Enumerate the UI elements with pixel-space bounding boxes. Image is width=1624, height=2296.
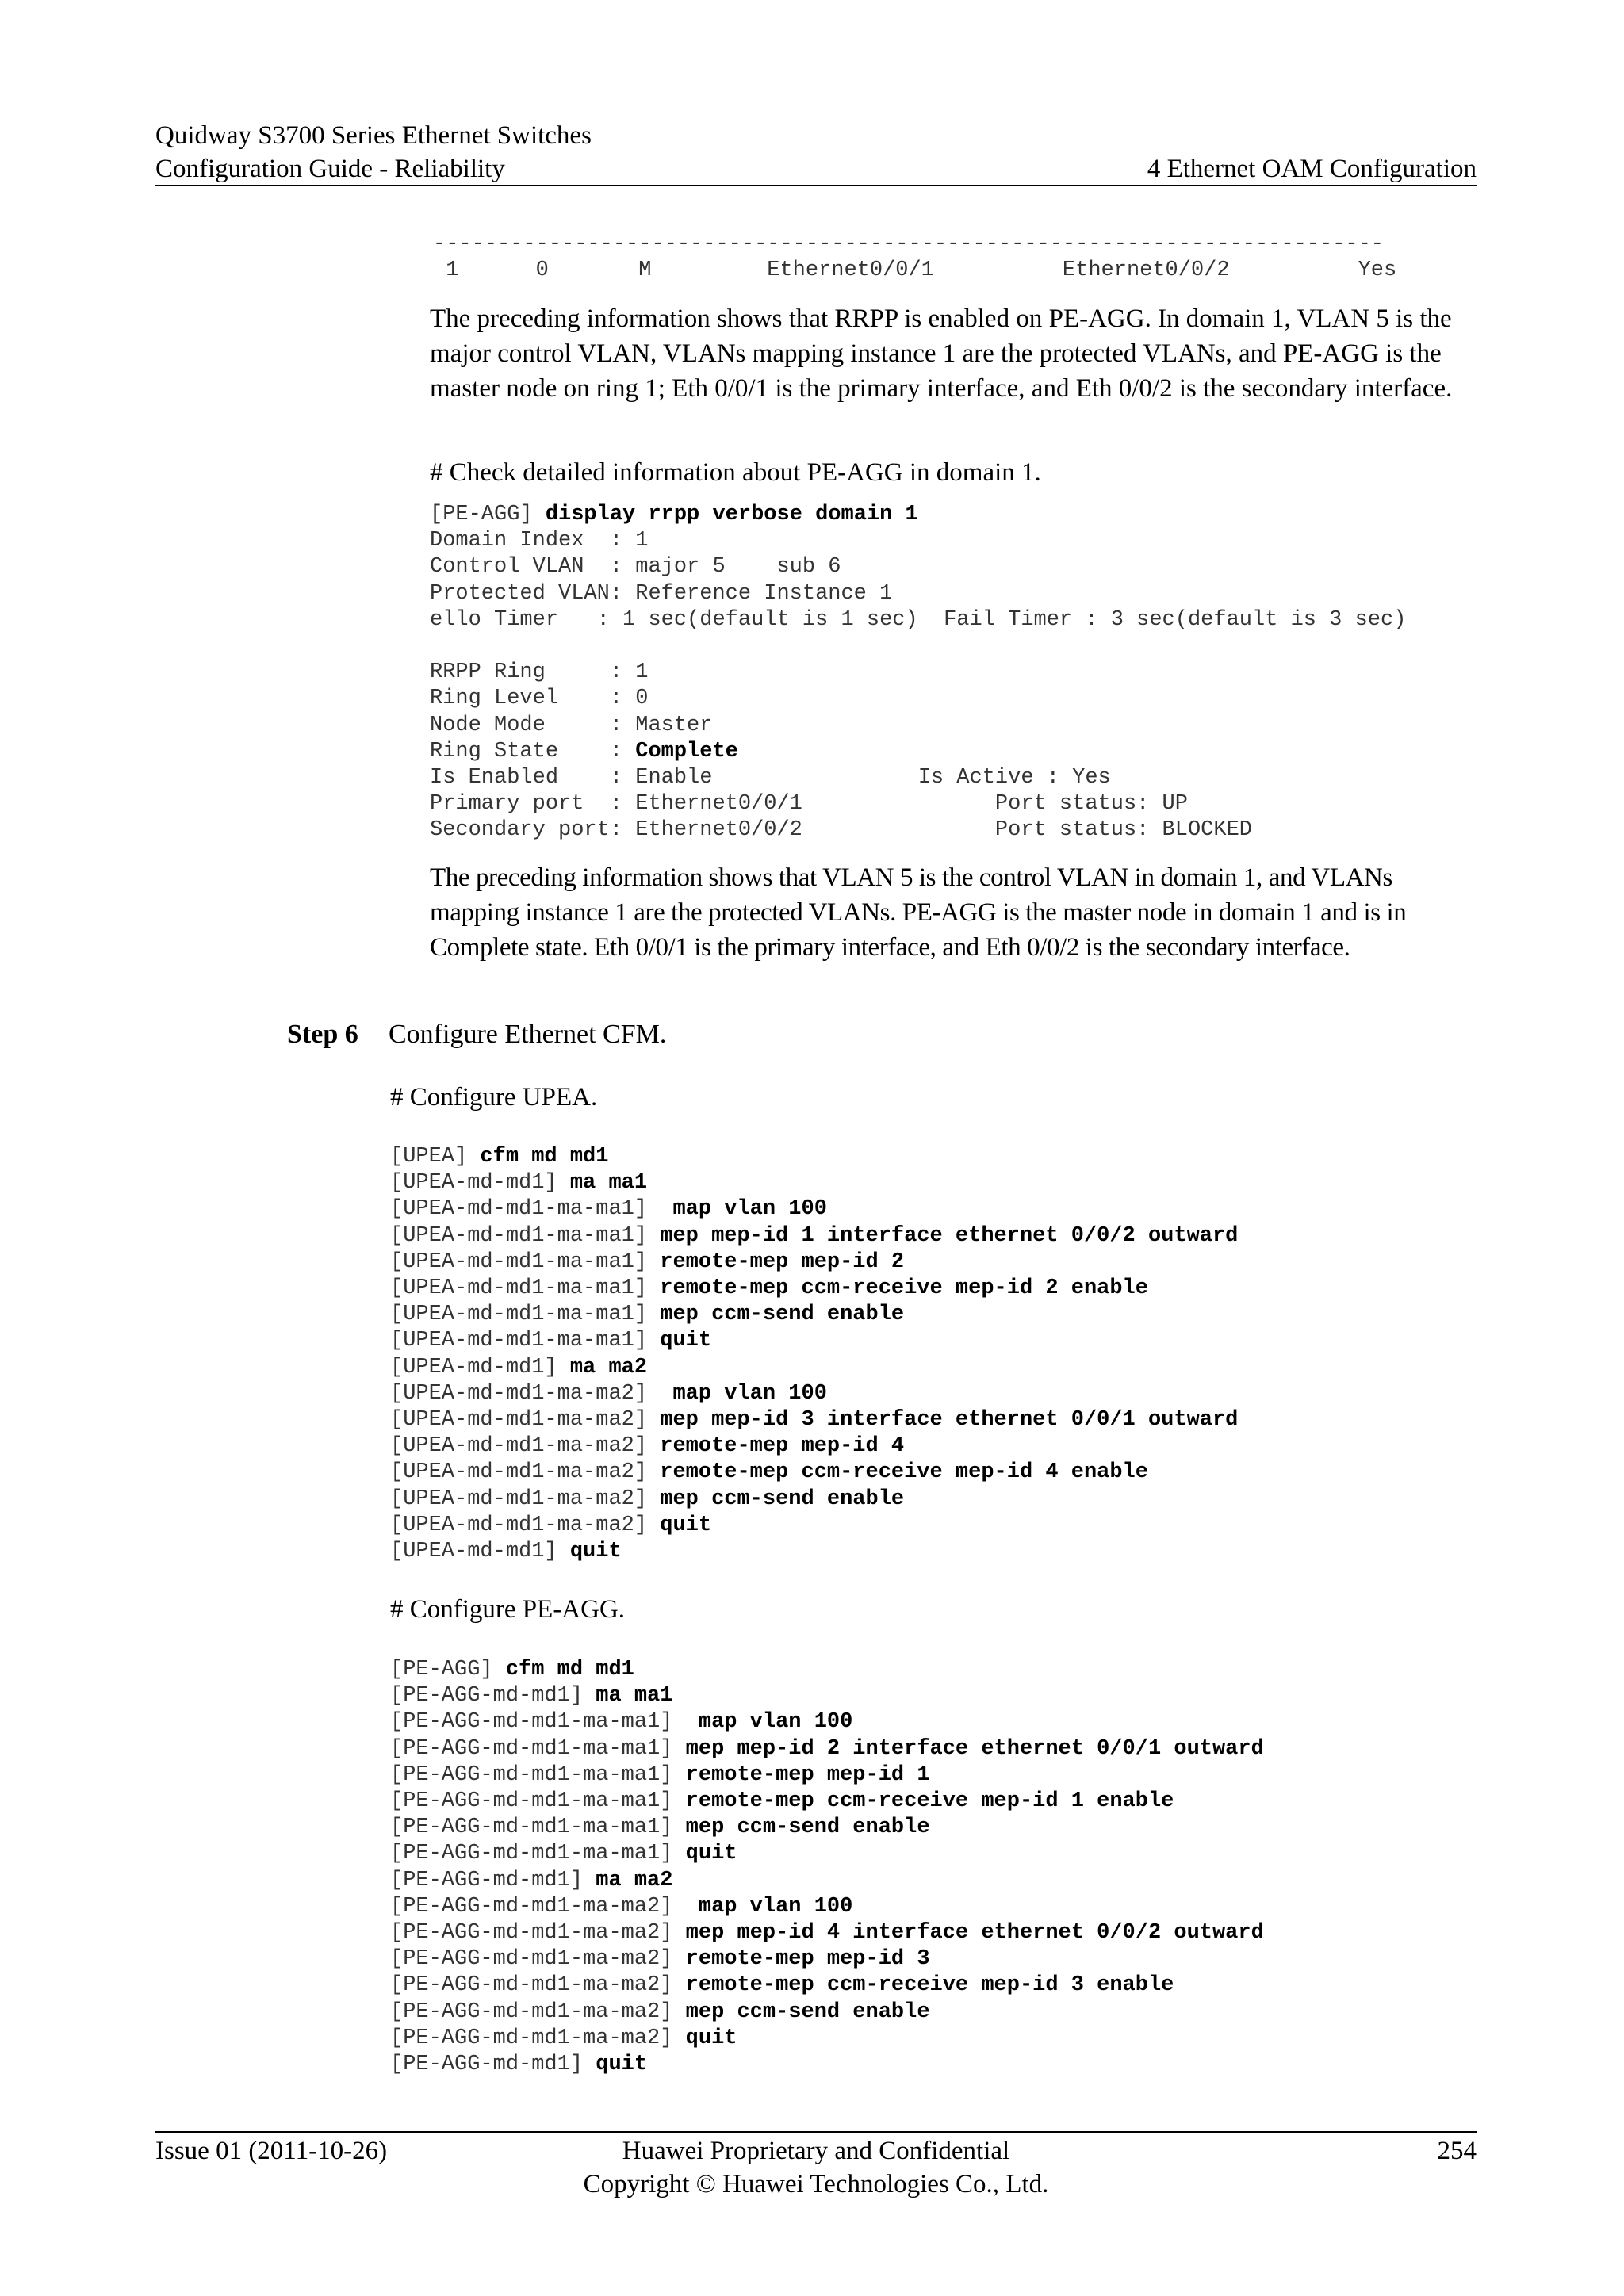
command-prompt: [PE-AGG-md-md1-ma-ma2] [390,1947,686,1972]
command-text: map vlan 100 [672,1381,827,1406]
explanation-paragraph-1: The preceding information shows that RRPP is enabled on PE-AGG. In domain 1, VLAN 5 is the major control VLAN, VLANs mapping instance 1 are the protected VLANs, and PE-AGG is the master node on ring 1; Eth 0/0/1 is the primary interface, and Eth 0/0/2 is the secondary interface. [430,304,1453,403]
confidential-notice: Huawei Proprietary and Confidential [622,2137,1010,2165]
command-prompt: [UPEA-md-md1-ma-ma2] [390,1408,661,1433]
command-prompt: [PE-AGG-md-md1-ma-ma1] [390,1762,686,1787]
command-text: mep ccm-send enable [685,1816,930,1840]
command-text: mep mep-id 3 interface ethernet 0/0/1 outward [660,1408,1239,1433]
header-product-title: Quidway S3700 Series Ethernet Switches [155,121,592,150]
table-row: 1 0 M Ethernet0/0/1 Ethernet0/0/2 Yes [433,258,1397,283]
command-line [390,1407,1238,1433]
command-line [390,2052,1264,2078]
command-text: mep mep-id 4 interface ethernet 0/0/2 outward [685,1921,1264,1946]
command-prompt: [UPEA-md-md1-ma-ma1] [390,1329,661,1353]
command-line [390,1946,1264,1973]
command-line [390,1815,1264,1841]
command-text: ma ma1 [569,1171,648,1196]
command-line [390,1249,1238,1276]
command-prompt: [PE-AGG-md-md1] [390,1684,596,1709]
command-prompt: [PE-AGG-md-md1-ma-ma2] [390,2026,686,2050]
command-line [390,1657,1264,1683]
command-prompt: [PE-AGG-md-md1-ma-ma1] [390,1816,686,1840]
rrpp-verbose-output: [PE-AGG] display rrpp verbose domain 1 Domain Index : 1 Control VLAN : major 5 sub 6 Protected VLAN: Reference Instance 1 ello Timer : 1 sec(default is 1 sec) Fail Timer : 3 sec(default is 3 sec) RRPP Ring : 1 Ring Level : 0 Node Mode : Master Ring State : Complete Is Enabled : Enable Is Active : Yes Primary port : Ethernet0/0/1 Port status: UP Secondary port: Ethernet0/0/2 Port status: BLOCKED [430,503,1407,843]
command-text: mep ccm-send enable [660,1487,905,1511]
command-line [390,1276,1238,1302]
command-line [390,1868,1264,1894]
command-prompt: [PE-AGG] [390,1658,506,1682]
command-prompt: [UPEA-md-md1-ma-ma1] [390,1197,673,1222]
header-chapter-title: 4 Ethernet OAM Configuration [1147,155,1477,183]
command-line [390,1381,1238,1407]
command-line [390,1170,1238,1196]
command-text: ma ma2 [569,1355,648,1380]
command-line [390,1736,1264,1762]
command-text: mep mep-id 2 interface ethernet 0/0/1 outward [685,1736,1264,1761]
command-prompt: [UPEA-md-md1-ma-ma1] [390,1249,661,1274]
command-prompt: [PE-AGG-md-md1] [390,2053,596,2077]
step-text: Configure Ethernet CFM. [389,1020,667,1049]
command-text: map vlan 100 [698,1894,853,1919]
command-prompt: [UPEA-md-md1] [390,1540,570,1564]
command-line [390,1302,1238,1328]
command-prompt: [PE-AGG-md-md1-ma-ma2] [390,1921,686,1946]
command-text: remote-mep ccm-receive mep-id 1 enable [685,1789,1174,1814]
command-prompt: [PE-AGG-md-md1-ma-ma1] [390,1736,686,1761]
peagg-heading: # Configure PE-AGG. [390,1595,626,1624]
command-line [390,1920,1264,1946]
command-line [390,1999,1264,2026]
ring-state-value: Complete [635,739,738,763]
command-text: mep ccm-send enable [660,1303,905,1327]
command-text: quit [596,2053,648,2077]
command-prompt: [PE-AGG-md-md1-ma-ma1] [390,1842,686,1866]
command-prompt: [UPEA-md-md1] [390,1355,570,1380]
upea-heading: # Configure UPEA. [390,1083,598,1112]
command-line [390,1789,1264,1815]
command-line [390,1973,1264,1999]
command-line [390,1433,1238,1460]
page-number: 254 [1437,2137,1477,2165]
command-text: ma ma2 [596,1868,673,1892]
command-text: remote-mep mep-id 2 [660,1249,905,1274]
command-text: quit [660,1513,712,1537]
command-text: cfm md md1 [505,1658,634,1682]
command-text: remote-mep ccm-receive mep-id 4 enable [660,1460,1148,1485]
command-prompt: [UPEA-md-md1-ma-ma2] [390,1513,661,1537]
command-line [390,1539,1238,1565]
command-text: quit [685,2026,737,2050]
command-text: map vlan 100 [672,1197,827,1222]
explanation-paragraph-2: The preceding information shows that VLAN 5 is the control VLAN in domain 1, and VLANs mapping instance 1 are the protected VLANs. PE-AGG is the master node in domain 1 and is in Complete state. Eth 0/0/1 is the primary interface, and Eth 0/0/2 is the secondary interface. [430,863,1407,962]
copyright-notice: Copyright © Huawei Technologies Co., Ltd. [583,2170,1049,2198]
command-text: remote-mep ccm-receive mep-id 3 enable [685,1973,1174,1998]
command-line [390,1355,1238,1381]
command-text: remote-mep ccm-receive mep-id 2 enable [660,1276,1148,1301]
command-line [390,1709,1264,1735]
command-line [390,2026,1264,2052]
command-line [390,1513,1238,1539]
header-guide-title: Configuration Guide - Reliability [155,155,505,183]
command-text: remote-mep mep-id 3 [685,1947,930,1972]
page-header [155,119,1477,186]
command-line [390,1223,1238,1249]
command-prompt: [UPEA-md-md1-ma-ma2] [390,1487,661,1511]
footer-divider [155,2131,1477,2133]
command-text: map vlan 100 [698,1710,853,1735]
header-divider [155,185,1477,186]
command-line [390,1894,1264,1920]
command-text: ma ma1 [596,1684,673,1709]
command-line [390,1762,1264,1789]
command-prompt: [UPEA-md-md1-ma-ma1] [390,1223,661,1248]
command-text: quit [569,1540,622,1564]
command-text: quit [685,1842,737,1866]
command-prompt: [UPEA-md-md1-ma-ma2] [390,1381,673,1406]
command-text: remote-mep mep-id 1 [685,1762,930,1787]
command-text: mep ccm-send enable [685,1999,930,2024]
command-line [390,1487,1238,1513]
command-prompt: [PE-AGG-md-md1-ma-ma2] [390,1894,699,1919]
rrpp-brief-table [433,232,1396,284]
ring-state-line: Ring State : Complete [430,739,738,763]
command-prompt: [UPEA-md-md1-ma-ma2] [390,1460,661,1485]
command-prompt: [PE-AGG-md-md1] [390,1868,596,1892]
command-prompt: [UPEA-md-md1-ma-ma2] [390,1434,661,1459]
command-text: mep mep-id 1 interface ethernet 0/0/2 outward [660,1223,1239,1248]
upea-config-block [390,1144,1238,1565]
command-prompt: [UPEA-md-md1] [390,1171,570,1196]
command-line: [PE-AGG] display rrpp verbose domain 1 [430,503,918,526]
command-line [390,1683,1264,1709]
command-line [390,1328,1238,1354]
command-prompt: [UPEA] [390,1145,481,1169]
command-text: quit [660,1329,712,1353]
command-line [390,1144,1238,1170]
command-prompt: [PE-AGG-md-md1-ma-ma2] [390,1999,686,2024]
command-line [390,1196,1238,1223]
issue-date: Issue 01 (2011-10-26) [155,2137,388,2165]
command-text: cfm md md1 [480,1145,609,1169]
command-prompt: [UPEA-md-md1-ma-ma1] [390,1303,661,1327]
command-line [390,1841,1264,1867]
command-text: remote-mep mep-id 4 [660,1434,905,1459]
command-prompt: [PE-AGG-md-md1-ma-ma1] [390,1710,699,1735]
command-prompt: [PE-AGG-md-md1-ma-ma2] [390,1973,686,1998]
command-prompt: [PE-AGG-md-md1-ma-ma1] [390,1789,686,1814]
peagg-config-block [390,1657,1264,2078]
check-verbose-paragraph: # Check detailed information about PE-AGG in domain 1. [430,458,1041,487]
command-line [390,1460,1238,1486]
table-dash-line: -------------------------------------------------------------------------- [433,232,1384,256]
command-prompt: [UPEA-md-md1-ma-ma1] [390,1276,661,1301]
step-label: Step 6 [287,1020,358,1049]
